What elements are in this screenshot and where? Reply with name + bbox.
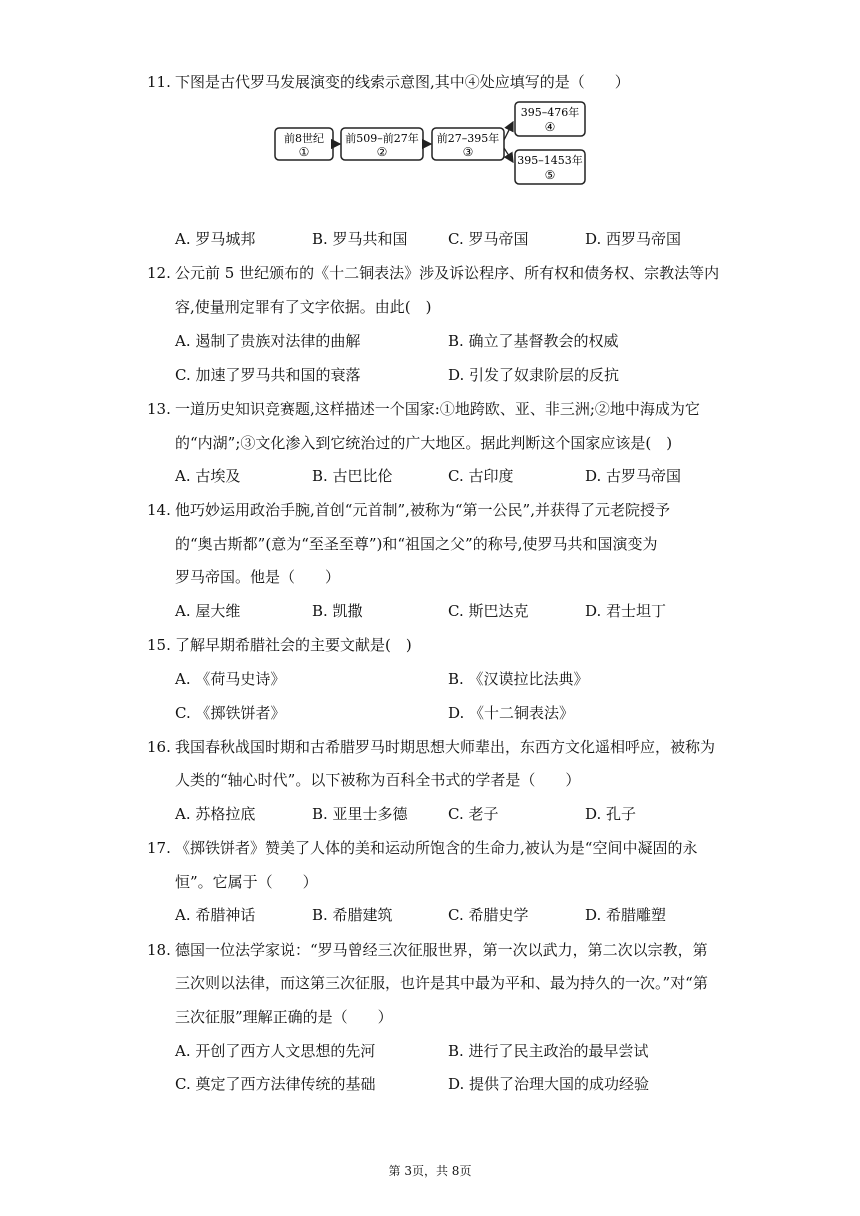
option-b[interactable]: B. 进行了民主政治的最早尝试 [448,1042,649,1060]
option-c[interactable]: C. 希腊史学 [448,906,529,924]
question-number: 16. [147,738,171,756]
question-number: 18. [147,941,171,959]
question-text: 德国一位法学家说：“罗马曾经三次征服世界，第一次以武力，第二次以宗教，第 [175,941,708,959]
question-text: 《掷铁饼者》赞美了人体的美和运动所饱含的生命力,被认为是“空间中凝固的永 [175,839,698,857]
question-text: 了解早期希腊社会的主要文献是( ) [175,636,412,654]
question-text: 我国春秋战国时期和古希腊罗马时期思想大师辈出，东西方文化遥相呼应，被称为 [175,738,716,756]
option-b[interactable]: B. 亚里士多德 [312,805,408,823]
rome-timeline-diagram [270,98,590,190]
question-text: 一道历史知识竞赛题,这样描述一个国家:①地跨欧、亚、非三洲;②地中海成为它 [175,400,700,418]
question-text: 三次征服”理解正确的是（ ） [175,1008,393,1026]
option-a[interactable]: A. 古埃及 [175,467,241,485]
option-d[interactable]: D. 引发了奴隶阶层的反抗 [448,366,620,384]
option-c[interactable]: C. 奠定了西方法律传统的基础 [175,1075,376,1093]
question-text: 容,使量刑定罪有了文字依据。由此( ) [175,298,432,316]
diagram-box-2-marker: ② [376,145,388,159]
diagram-box-1-date: 前8世纪 [284,132,324,145]
option-a[interactable]: A. 遏制了贵族对法律的曲解 [175,332,361,350]
option-b[interactable]: B. 罗马共和国 [312,230,408,248]
question-text: 的“内湖”;③文化渗入到它统治过的广大地区。据此判断这个国家应该是( ) [175,434,673,452]
question-text: 他巧妙运用政治手腕,首创“元首制”,被称为“第一公民”,并获得了元老院授予 [175,501,670,519]
question-text: 公元前 5 世纪颁布的《十二铜表法》涉及诉讼程序、所有权和债务权、宗教法等内 [175,264,720,282]
option-b[interactable]: B. 古巴比伦 [312,467,393,485]
option-a[interactable]: A. 罗马城邦 [175,230,256,248]
diagram-arrow [504,148,513,162]
diagram-box-5-date: 395–1453年 [517,154,583,167]
diagram-box-5 [515,150,585,184]
diagram-box-1 [275,128,333,160]
diagram-box-2-date: 前509–前27年 [345,132,419,145]
option-d[interactable]: D. 提供了治理大国的成功经验 [448,1075,650,1093]
option-c[interactable]: C. 古印度 [448,467,514,485]
option-c[interactable]: C. 斯巴达克 [448,602,529,620]
question-text: 三次则以法律，而这第三次征服，也许是其中最为平和、最为持久的一次。”对“第 [175,974,708,992]
diagram-box-5-marker: ⑤ [544,168,556,182]
option-a[interactable]: A. 开创了西方人文思想的先河 [175,1042,376,1060]
option-d[interactable]: D. 孔子 [585,805,637,823]
option-c[interactable]: C. 老子 [448,805,499,823]
question-text: 恒”。它属于（ ） [175,873,318,891]
question-number: 15. [147,636,171,654]
diagram-box-4-date: 395–476年 [520,106,580,119]
option-b[interactable]: B. 凯撒 [312,602,363,620]
option-b[interactable]: B. 《汉谟拉比法典》 [448,670,589,688]
question-text: 下图是古代罗马发展演变的线索示意图,其中④处应填写的是（ ） [175,73,630,91]
question-text: 罗马帝国。他是（ ） [175,568,341,586]
option-a[interactable]: A. 屋大维 [175,602,241,620]
option-a[interactable]: A. 《荷马史诗》 [175,670,286,688]
diagram-box-4 [515,102,585,136]
diagram-box-1-marker: ① [298,145,310,159]
option-c[interactable]: C. 加速了罗马共和国的衰落 [175,366,361,384]
diagram-box-2 [341,128,423,160]
diagram-box-3-date: 前27–395年 [436,132,500,145]
option-c[interactable]: C. 《掷铁饼者》 [175,704,286,722]
diagram-box-3-marker: ③ [462,145,474,159]
option-b[interactable]: B. 确立了基督教会的权威 [448,332,619,350]
option-a[interactable]: A. 希腊神话 [175,906,256,924]
option-d[interactable]: D. 《十二铜表法》 [448,704,575,722]
diagram-box-4-marker: ④ [544,120,556,134]
question-number: 17. [147,839,171,857]
diagram-arrow [504,122,513,140]
question-text: 的“奥古斯都”(意为“至圣至尊”)和“祖国之父”的称号,使罗马共和国演变为 [175,535,658,553]
option-d[interactable]: D. 古罗马帝国 [585,467,682,485]
option-d[interactable]: D. 西罗马帝国 [585,230,682,248]
option-c[interactable]: C. 罗马帝国 [448,230,529,248]
option-d[interactable]: D. 君士坦丁 [585,602,667,620]
question-text: 人类的“轴心时代”。以下被称为百科全书式的学者是（ ） [175,771,581,789]
option-b[interactable]: B. 希腊建筑 [312,906,393,924]
question-number: 13. [147,400,171,418]
page-footer: 第 3页，共 8页 [388,1164,472,1178]
diagram-box-3 [432,128,504,160]
option-a[interactable]: A. 苏格拉底 [175,805,256,823]
question-number: 11. [147,73,171,91]
question-number: 12. [147,264,171,282]
question-number: 14. [147,501,171,519]
option-d[interactable]: D. 希腊雕塑 [585,906,667,924]
